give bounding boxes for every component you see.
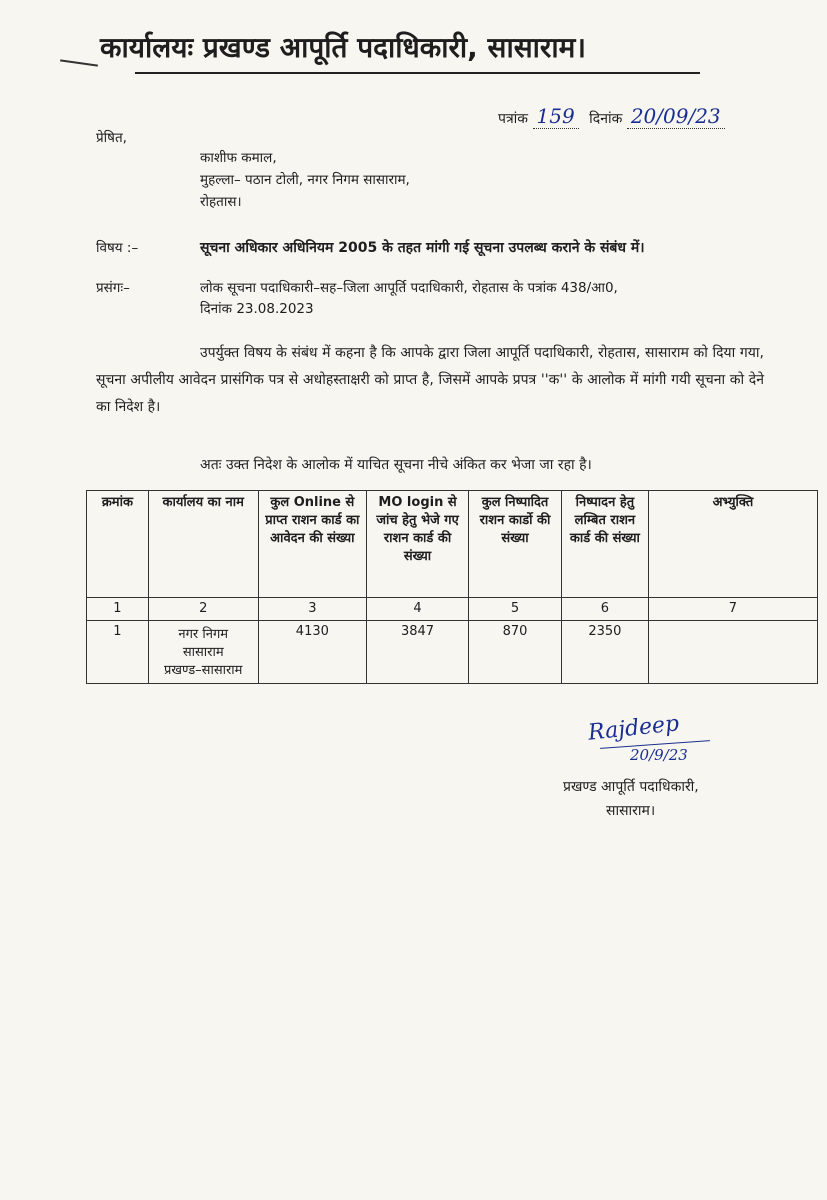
signature-block [560,711,740,776]
cell-disposed: 870 [469,621,562,684]
letterhead-title: कार्यालयः प्रखण्ड आपूर्ति पदाधिकारी, सासाराम। [100,31,586,64]
office-name-line-1: नगर निगम [178,627,229,642]
signature: Rajdeep [586,711,681,746]
table-row [87,621,818,684]
cell-remarks [648,621,817,684]
table-header-row [87,491,818,598]
office-name-line-2: सासाराम [182,645,224,660]
header-online-applications: कुल Online से प्राप्त राशन कार्ड का आवेदन की संख्या [258,491,366,598]
context-line-1: लोक सूचना पदाधिकारी–सह–जिला आपूर्ति पदाधिकारी, रोहतास के पत्रांक 438/आ0, [200,280,618,296]
recipient-name: काशीफ कमाल, [200,150,277,166]
column-number: 3 [258,598,366,621]
date-value: 20/09/23 [627,104,725,129]
header-office-name: कार्यालय का नाम [148,491,258,598]
header-mo-login-sent: MO login से जांच हेतु भेजे गए राशन कार्ड की संख्या [367,491,469,598]
column-number: 5 [469,598,562,621]
column-number: 6 [561,598,648,621]
date-label: दिनांक [589,111,623,127]
cell-pending: 2350 [561,621,648,684]
context-label: प्रसंगः– [96,280,130,296]
column-number: 1 [87,598,149,621]
subject-text: सूचना अधिकार अधिनियम 2005 के तहत मांगी गई सूचना उपलब्ध कराने के संबंध में। [200,240,645,256]
header-serial: क्रमांक [87,491,149,598]
officer-place: सासाराम। [606,803,656,819]
column-number: 2 [148,598,258,621]
cell-office-name [148,621,258,684]
cell-mo-login-sent: 3847 [367,621,469,684]
column-number: 4 [367,598,469,621]
letterhead-underline [135,72,700,74]
information-table [86,490,818,684]
office-name-line-3: प्रखण्ड–सासाराम [164,663,243,678]
cell-serial: 1 [87,621,149,684]
recipient-label: प्रेषित, [96,130,127,146]
header-pending: निष्पादन हेतु लम्बित राशन कार्ड की संख्या [561,491,648,598]
context-text [200,278,760,320]
reference-line [498,104,731,129]
context-line-2: दिनांक 23.08.2023 [200,301,314,317]
stray-pen-mark [60,59,98,66]
body-paragraph-1: उपर्युक्त विषय के संबंध में कहना है कि आपके द्वारा जिला आपूर्ति पदाधिकारी, रोहतास, सासाराम को दिया गया, सूचना अपीलीय आवेदन प्रासंगिक पत्र से अधोहस्ताक्षरी को प्राप्त है, जिसमें आपके प्रपत्र ''क'' के आलोक में मांगी गयी सूचना को देने का निदेश है। [96,345,764,415]
letter-no-label: पत्रांक [498,111,529,127]
officer-designation: प्रखण्ड आपूर्ति पदाधिकारी, [563,779,699,795]
signature-date: 20/9/23 [630,746,688,764]
recipient-address-2: रोहतास। [200,194,242,210]
table-column-number-row [87,598,818,621]
letter-no-value: 159 [533,104,579,129]
column-number: 7 [648,598,817,621]
body-paragraph-2: अतः उक्त निदेश के आलोक में याचित सूचना नीचे अंकित कर भेजा जा रहा है। [200,457,592,473]
header-remarks: अभ्युक्ति [648,491,817,598]
cell-online-applications: 4130 [258,621,366,684]
recipient-address-1: मुहल्ला– पठान टोली, नगर निगम सासाराम, [200,172,410,188]
header-disposed: कुल निष्पादित राशन कार्डो की संख्या [469,491,562,598]
subject-label: विषय :– [96,240,139,256]
